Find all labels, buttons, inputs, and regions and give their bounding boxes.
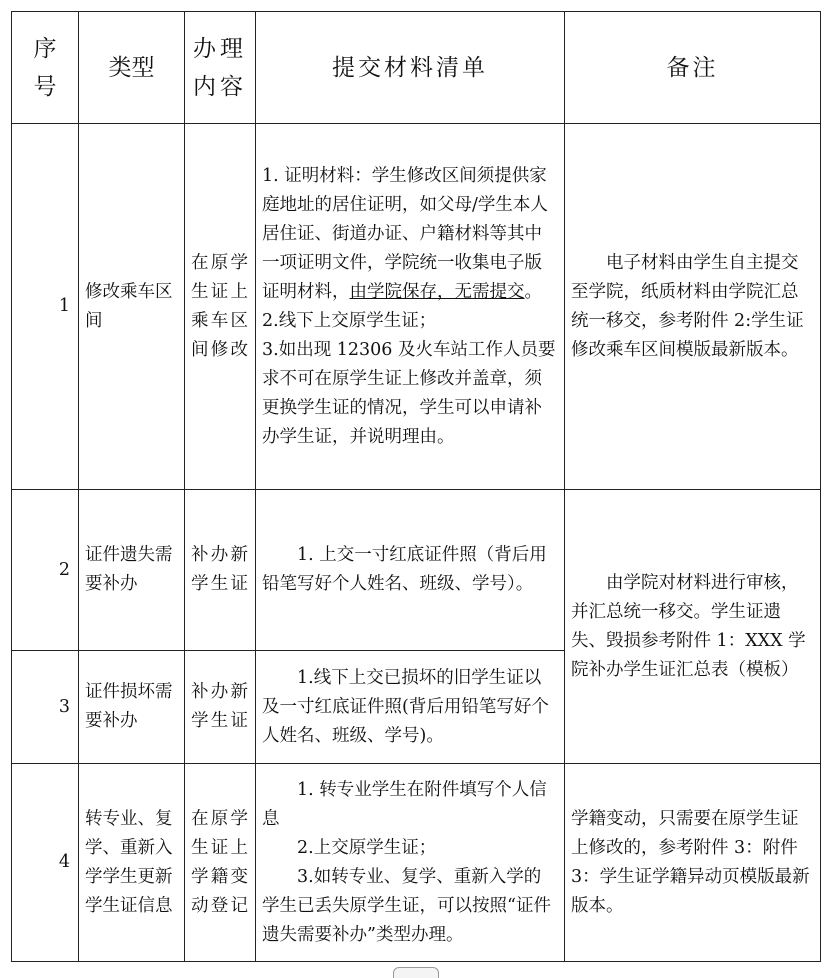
row-content: 补办新学生证 <box>185 651 256 764</box>
scroll-handle[interactable] <box>393 967 439 978</box>
row-number: 1 <box>12 124 79 490</box>
row-number: 3 <box>12 651 79 764</box>
header-materials: 提交材料清单 <box>256 12 565 124</box>
row-materials: 1. 上交一寸红底证件照（背后用铅笔写好个人姓名、班级、学号）。 <box>256 490 565 651</box>
row-note: 学籍变动，只需要在原学生证上修改的，参考附件 3：附件 3：学生证学籍异动页模版最新版本。 <box>565 764 821 962</box>
header-row <box>12 12 821 124</box>
row-materials: 1.线下上交已损坏的旧学生证以及一寸红底证件照(背后用铅笔写好个人姓名、班级、学号)。 <box>256 651 565 764</box>
row-content: 补办新学生证 <box>185 490 256 651</box>
row-type: 证件遗失需要补办 <box>79 490 185 651</box>
table-row <box>12 764 821 962</box>
row-type: 转专业、复学、重新入学学生更新学生证信息 <box>79 764 185 962</box>
row-note: 电子材料由学生自主提交至学院，纸质材料由学院汇总统一移交，参考附件 2:学生证修改乘车区间模版最新版本。 <box>565 124 821 490</box>
header-no: 序 号 <box>12 12 79 124</box>
header-content: 办理 内容 <box>185 12 256 124</box>
row-content: 在原学生证上乘车区间修改 <box>185 124 256 490</box>
row-type: 修改乘车区间 <box>79 124 185 490</box>
row-type: 证件损坏需要补办 <box>79 651 185 764</box>
table-row <box>12 124 821 490</box>
row-content: 在原学生证上学籍变动登记 <box>185 764 256 962</box>
row-materials <box>256 124 565 490</box>
table-row <box>12 490 821 651</box>
shared-note: 由学院对材料进行审核，并汇总统一移交。学生证遗失、毁损参考附件 1：XXX 学院补办学生证汇总表（模板） <box>565 490 821 764</box>
materials-table <box>11 11 821 962</box>
header-note: 备注 <box>565 12 821 124</box>
materials-text: 1. 证明材料：学生修改区间须提供家庭地址的居住证明，如父母/学生本人居住证、街道办证、户籍材料等其中一项证明文件，学院统一收集电子版证明材料， <box>262 165 548 302</box>
row-materials: 1. 转专业学生在附件填写个人信息 2.上交原学生证； 3.如转专业、复学、重新入学的学生已丢失原学生证，可以按照“证件遗失需要补办”类型办理。 <box>256 764 565 962</box>
materials-text-rest: 。 2.线下上交原学生证； 3.如出现 12306 及火车站工作人员要求不可在原学生证上修改并盖章，须更换学生证的情况，学生可以申请补办学生证，并说明理由。 <box>262 281 556 447</box>
header-type: 类型 <box>79 12 185 124</box>
materials-underlined-text: 由学院保存，无需提交 <box>349 281 525 302</box>
row-number: 4 <box>12 764 79 962</box>
row-number: 2 <box>12 490 79 651</box>
